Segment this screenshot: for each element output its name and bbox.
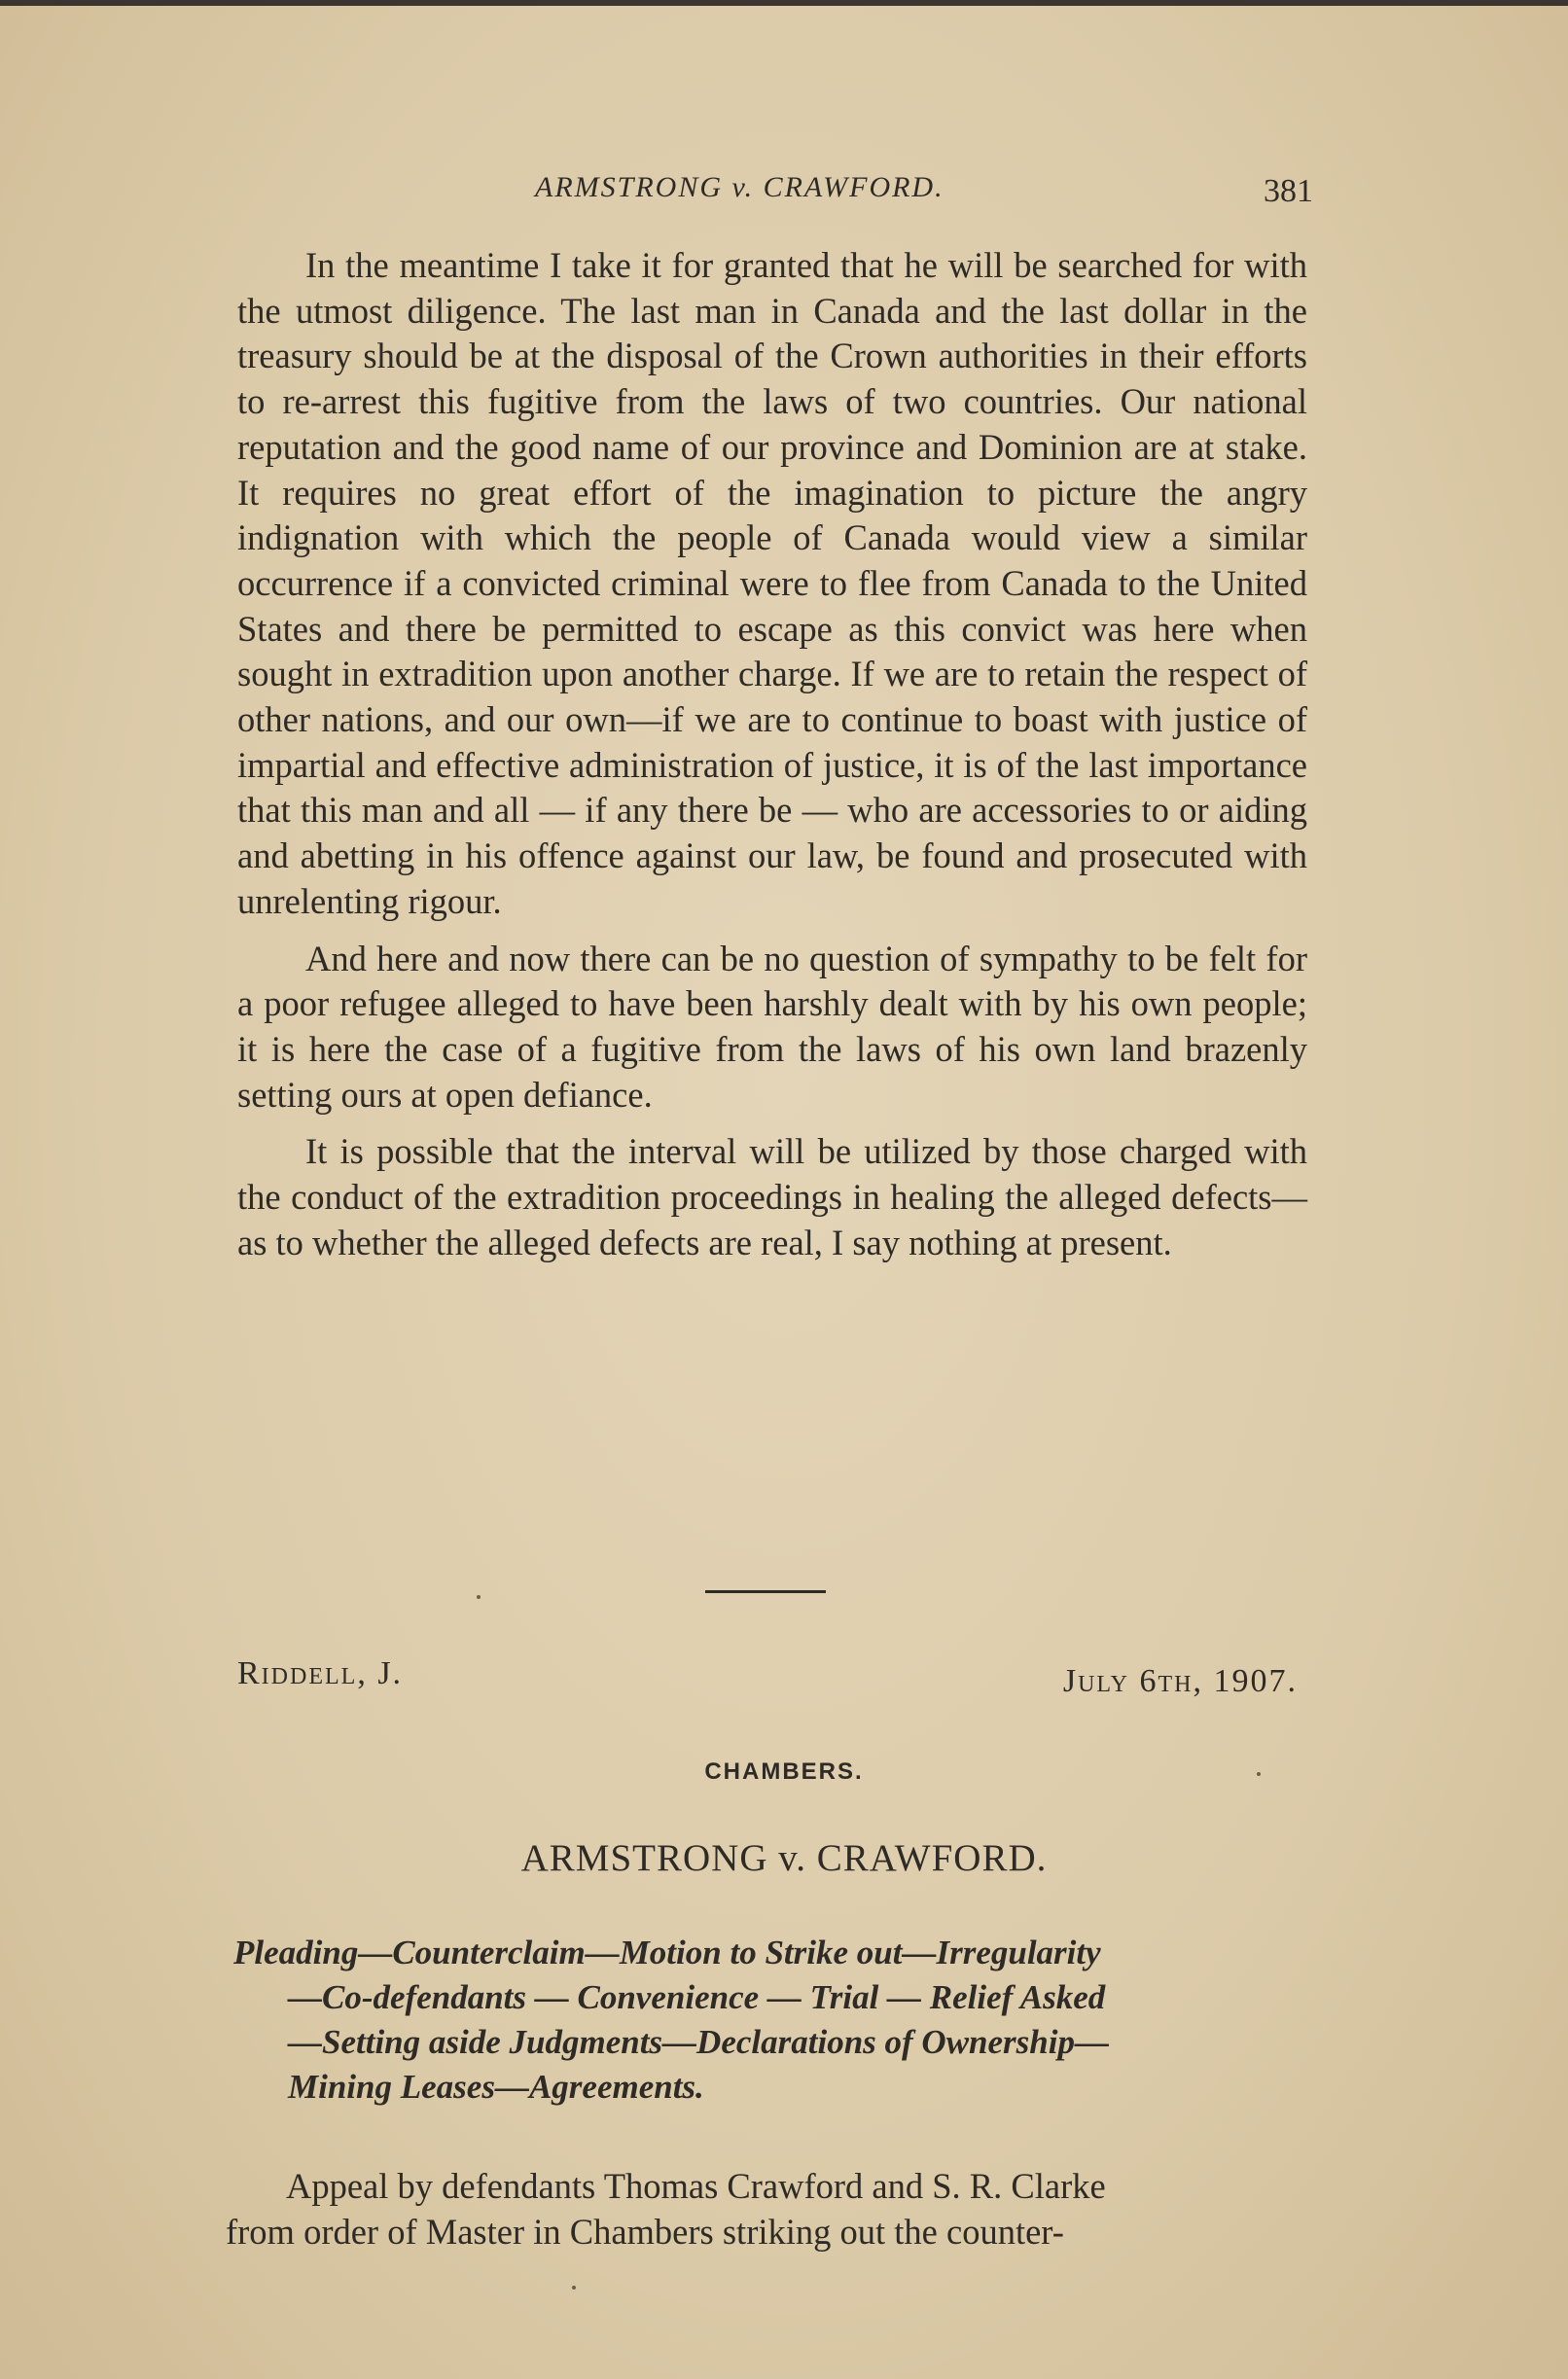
paper-speck: [477, 1595, 481, 1599]
paper-speck: [572, 2286, 576, 2290]
court-label: CHAMBERS.: [704, 1758, 864, 1785]
paragraph-2: And here and now there can be no question of sympathy to be felt for a poor refugee alleged to have been harshly dealt with by his own people; it is here the case of a fugitive from the laws of his own land brazenly setting ours at open defiance.: [237, 938, 1307, 1115]
appeal-paragraph: [226, 2164, 1296, 2255]
paper-speck: [1257, 1772, 1261, 1776]
case-title: ARMSTRONG v. CRAWFORD.: [520, 1837, 1048, 1879]
opinion-body: [237, 243, 1307, 1277]
page-top-edge: [0, 0, 1568, 6]
page-number: 381: [1264, 173, 1313, 209]
appeal-line: from order of Master in Chambers striking out the counter-: [226, 2211, 1064, 2252]
paragraph-3: It is possible that the interval will be utilized by those charged with the conduct of the extradition proceedings in healing the alleged defects—as to whether the alleged defects are real, I say nothing at present.: [237, 1131, 1307, 1262]
running-title: ARMSTRONG v. CRAWFORD.: [535, 171, 944, 203]
running-head: [243, 165, 1313, 224]
headnote-line: —Setting aside Judgments—Declarations of Ownership—: [288, 2023, 1109, 2061]
headnote: [233, 1931, 1303, 2110]
section-divider: [705, 1590, 826, 1593]
headnote-line: —Co-defendants — Convenience — Trial — Relief Asked: [288, 1978, 1106, 2016]
appeal-line: Appeal by defendants Thomas Crawford and S. R. Clarke: [286, 2166, 1106, 2206]
decision-date: July 6th, 1907.: [1062, 1663, 1298, 1699]
headnote-line: Pleading—Counterclaim—Motion to Strike out—Irregularity: [233, 1934, 1101, 1971]
headnote-line: Mining Leases—Agreements.: [288, 2068, 704, 2106]
paragraph-1: In the meantime I take it for granted that he will be searched for with the utmost diligence. The last man in Canada and the last dollar in the treasury should be at the disposal of the Crown authorities in their efforts to re-arrest this fugitive from the laws of two countries. Our national reputation and the good name of our province and Dominion are at stake. It requires no great effort of the imagination to picture the angry indignation with which the people of Canada would view a similar occurrence if a convicted criminal were to flee from Canada to the United States and there be permitted to escape as this convict was here when sought in extradition upon another charge. If we are to retain the respect of other nations, and our own—if we are to continue to boast with justice of impartial and effective administration of justice, it is of the last importance that this man and all — if any there be — who are accessories to or aiding and abetting in his offence against our law, be found and prosecuted with unrelenting rigour.: [237, 245, 1307, 921]
judge-name: Riddell, J.: [237, 1655, 404, 1691]
